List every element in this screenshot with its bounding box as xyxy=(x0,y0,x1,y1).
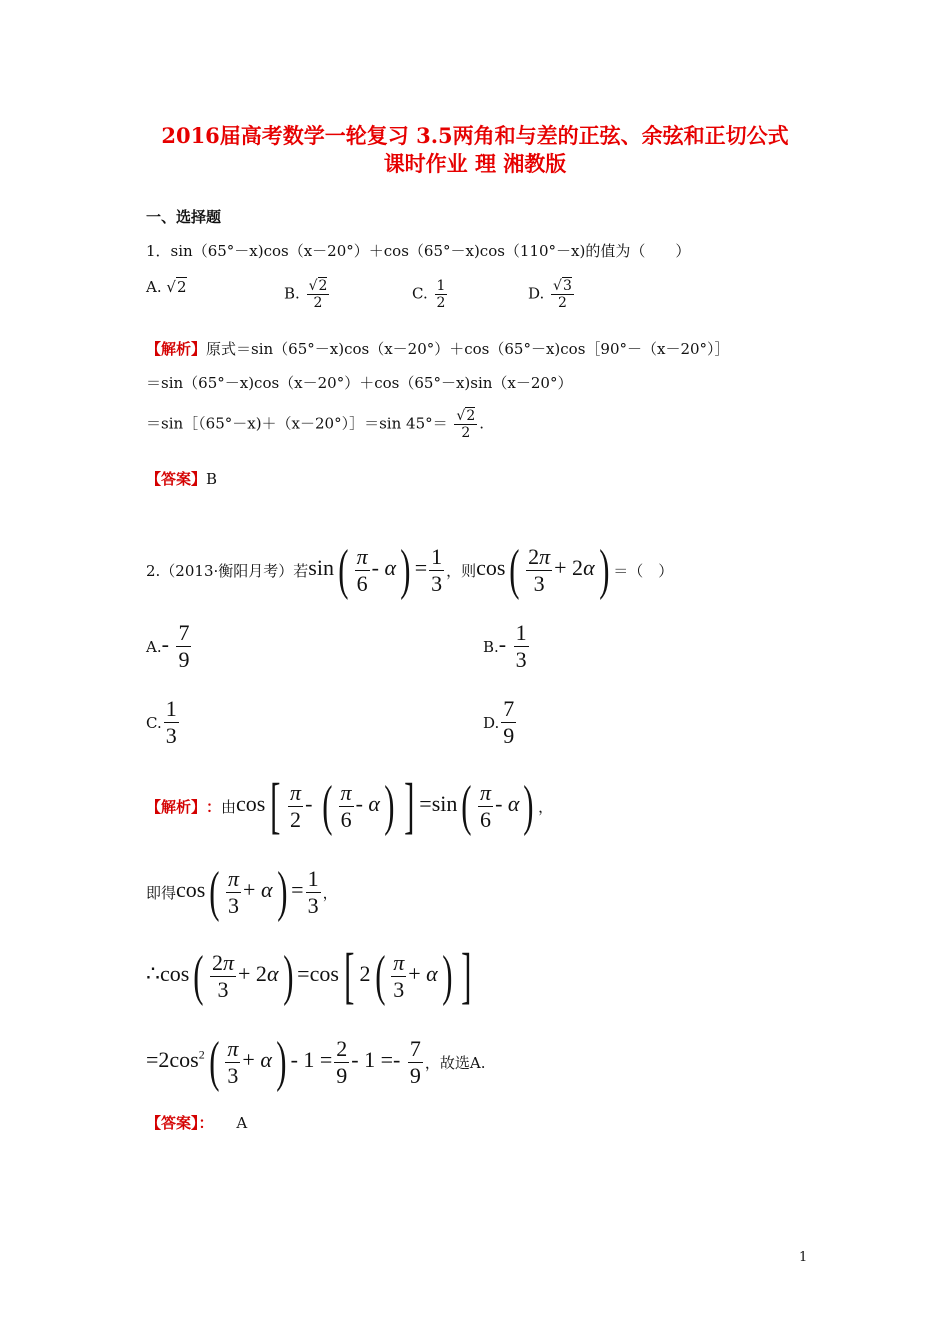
q1-option-d xyxy=(528,278,576,311)
q2-step4-expression: $=2\cos^2$( $\frac{\pi}{3}$ + α) - 1 = $\frac{2}{9}$ - 1 =- $\frac{7}{9}$ xyxy=(146,1031,421,1093)
q1-analysis-text1: 原式＝sin（65°－x)cos（x－20°）＋cos（65°－x)cos［90°－（x－20°）］ xyxy=(206,340,730,358)
q2-answer-tag: 【答案】 xyxy=(146,1114,199,1132)
q2-option-b-label: B. xyxy=(483,637,499,656)
q2-option-c-value: $\frac{1}{3}$ xyxy=(165,696,177,748)
q2-answer xyxy=(146,1112,247,1133)
q2-option-d-value: $\frac{7}{9}$ xyxy=(503,696,515,748)
q2-prefix: 2.（2013·衡阳月考）若 xyxy=(146,561,309,580)
q2-step1-expression: cos[ $\frac{\pi}{2}$ - ( $\frac{\pi}{6}$ - α) ] =sin( $\frac{\pi}{6}$ - α) xyxy=(236,772,534,840)
q1-option-b-label: B. xyxy=(284,284,300,303)
q1-option-c-fraction: $\frac{1}{2}$ xyxy=(436,278,446,311)
q2-option-d xyxy=(483,696,518,749)
q1-option-a-value: √2 xyxy=(166,278,187,296)
q2-answer-colon: ： xyxy=(198,1114,214,1132)
q2-suffix: ＝（ ） xyxy=(613,561,674,580)
q1-analysis-line2: ＝sin（65°－x)cos（x－20°）＋cos（65°－x)sin（x－20°） xyxy=(146,374,573,392)
q2-option-a xyxy=(146,620,193,673)
q1-analysis-period: . xyxy=(479,414,485,433)
q1-option-b xyxy=(284,278,331,311)
q2-analysis-colon: ： xyxy=(206,797,222,816)
q1-answer-tag: 【答案】 xyxy=(146,470,207,488)
question-1-stem: 1．sin（65°－x)cos（x－20°）＋cos（65°－x)cos（110°－x)的值为（ ） xyxy=(146,242,691,260)
q2-option-b xyxy=(483,620,531,673)
q1-analysis-text3: ＝sin［（65°－x)＋（x－20°）］＝sin 45°＝ xyxy=(146,414,448,433)
q1-option-d-label: D. xyxy=(528,284,545,303)
q2-option-c xyxy=(146,696,181,749)
q2-analysis-step4 xyxy=(146,1030,485,1094)
q1-option-c-label: C. xyxy=(412,284,428,303)
q2-analysis-step2 xyxy=(146,860,338,924)
q1-answer xyxy=(146,468,217,489)
q2-option-a-value: - $\frac{7}{9}$ xyxy=(161,620,190,672)
q2-option-c-label: C. xyxy=(146,713,162,732)
document-title-line2: 课时作业 理 湘教版 xyxy=(383,151,567,176)
q2-step2-expression: cos( $\frac{\pi}{3}$ + α) = $\frac{1}{3}$ xyxy=(176,861,319,923)
q2-answer-value: A xyxy=(236,1114,248,1132)
q1-analysis-result-fraction: $\frac{√2}{2}$ xyxy=(456,408,476,441)
question-2-stem xyxy=(146,538,673,602)
q2-analysis-tag: 【解析】 xyxy=(146,797,207,816)
q2-option-a-label: A. xyxy=(146,637,162,656)
q1-analysis-line3 xyxy=(146,408,484,441)
q2-step2-comma: ， xyxy=(322,883,338,902)
q2-given-expression: sin( $\frac{\pi}{6}$ - α) = $\frac{1}{3}$ xyxy=(308,539,443,601)
q1-option-d-fraction: $\frac{√3}{2}$ xyxy=(553,278,572,311)
q1-option-c xyxy=(412,278,449,311)
q1-analysis-tag: 【解析】 xyxy=(146,340,207,358)
q2-step2-prefix: 即得 xyxy=(146,883,177,902)
page-number: 1 xyxy=(799,1250,808,1265)
q2-analysis-step3 xyxy=(146,944,477,1008)
q2-analysis-step1 xyxy=(146,774,553,838)
q2-step3-expression: ∴cos( $\frac{2\pi}{3}$ + 2α) =cos[ 2( $\frac{\pi}{3}$ + α) ] xyxy=(146,942,472,1010)
q1-option-a-label: A. xyxy=(146,278,162,296)
q2-target-expression: cos( $\frac{2\pi}{3}$ + 2α) xyxy=(476,539,610,601)
q1-option-a xyxy=(146,278,187,296)
section-heading: 一、选择题 xyxy=(146,208,222,226)
q2-option-d-label: D. xyxy=(483,713,500,732)
document-title-line1: 2016届高考数学一轮复习 3.5两角和与差的正弦、余弦和正切公式 xyxy=(161,123,789,148)
q2-step1-comma: ， xyxy=(538,797,554,816)
q2-step4-suffix: ，故选A. xyxy=(424,1053,486,1072)
q1-analysis-line1 xyxy=(146,338,730,359)
q1-answer-value: B xyxy=(206,470,218,488)
q2-option-b-value: - $\frac{1}{3}$ xyxy=(498,620,527,672)
q1-option-b-fraction: $\frac{√2}{2}$ xyxy=(308,278,328,311)
q2-analysis-you: 由 xyxy=(221,797,237,816)
q2-mid: ，则 xyxy=(446,561,477,580)
